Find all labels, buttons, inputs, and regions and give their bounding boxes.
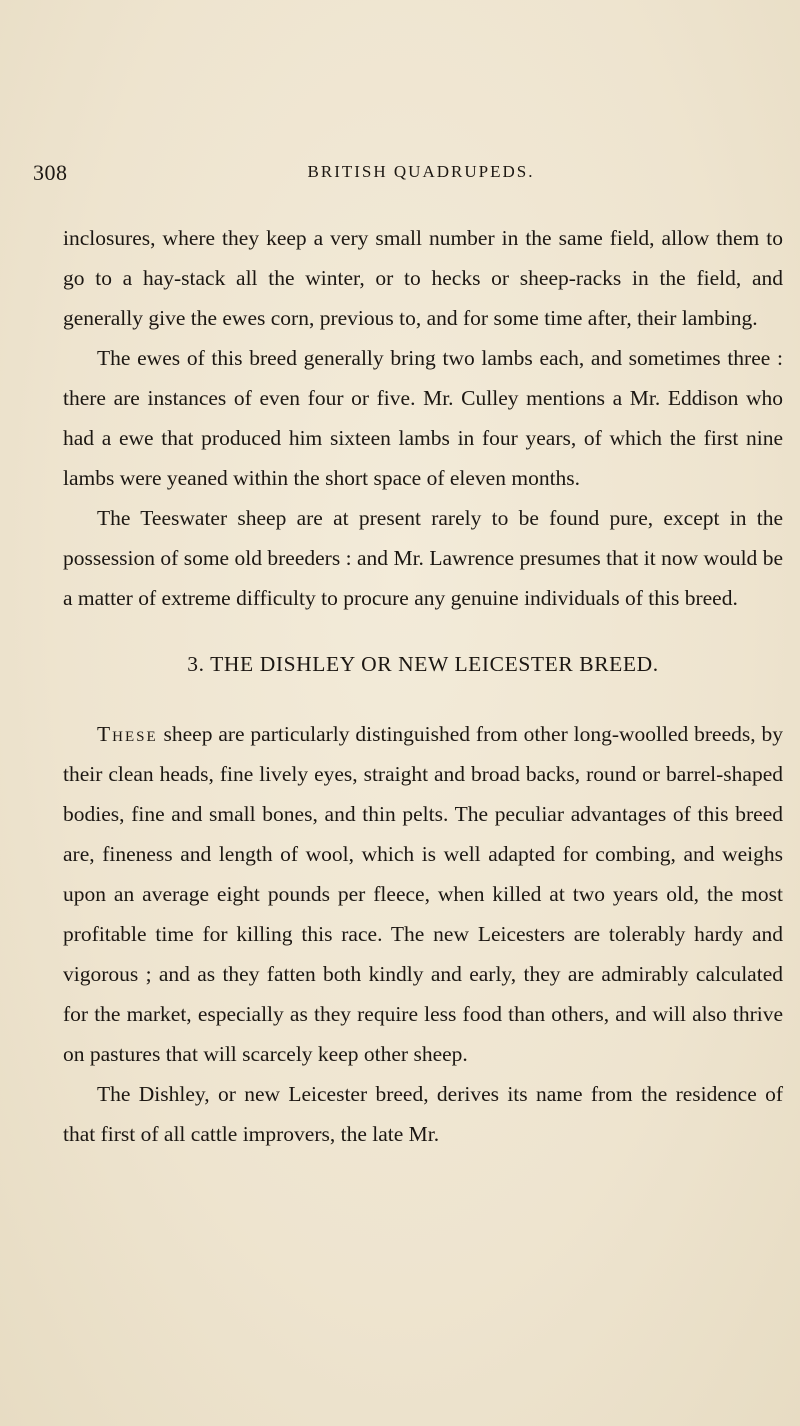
page-header <box>33 160 785 190</box>
paragraph-dishley-name: The Dishley, or new Leicester breed, derives its name from the residence of that first of all cattle improvers, the late Mr. <box>63 1082 783 1146</box>
lead-word: These <box>97 722 158 746</box>
paragraph-teeswater: The Teeswater sheep are at present rarely to be found pure, except in the possession of some old breeders : and Mr. Lawrence presumes that it now would be a matter of extreme difficulty to procure any genuine individuals of this breed. <box>63 506 783 610</box>
running-head: BRITISH QUADRUPEDS. <box>307 162 535 181</box>
page-number: 308 <box>33 160 68 185</box>
body-text <box>63 218 783 1154</box>
paragraph-ewes: The ewes of this breed generally bring two lambs each, and sometimes three : there are instances of even four or five. Mr. Culley mentions a Mr. Eddison who had a ewe that produced him sixteen lambs in four years, of which the first nine lambs were yeaned within the short space of eleven months. <box>63 346 783 490</box>
paragraph-continued: inclosures, where they keep a very small number in the same field, allow them to go to a hay-stack all the winter, or to hecks or sheep-racks in the field, and generally give the ewes corn, previous to, and for some time after, their lambing. <box>63 226 783 330</box>
section-heading: 3. THE DISHLEY OR NEW LEICESTER BREED. <box>187 652 659 676</box>
paragraph-dishley-description <box>63 714 783 1074</box>
paragraph-dishley-description-text: sheep are particularly distinguished from other long-woolled breeds, by their clean heads, fine lively eyes, straight and broad backs, round or barrel-shaped bodies, fine and small bones, and thin pelts. The peculiar advantages of this breed are, fineness and length of wool, which is well adapted for combing, and weighs upon an average eight pounds per fleece, when killed at two years old, the most profitable time for killing this race. The new Leicesters are tolerably hardy and vigorous ; and as they fatten both kindly and early, they are admirably calculated for the market, especially as they require less food than others, and will also thrive on pastures that will scarcely keep other sheep. <box>63 722 783 1066</box>
